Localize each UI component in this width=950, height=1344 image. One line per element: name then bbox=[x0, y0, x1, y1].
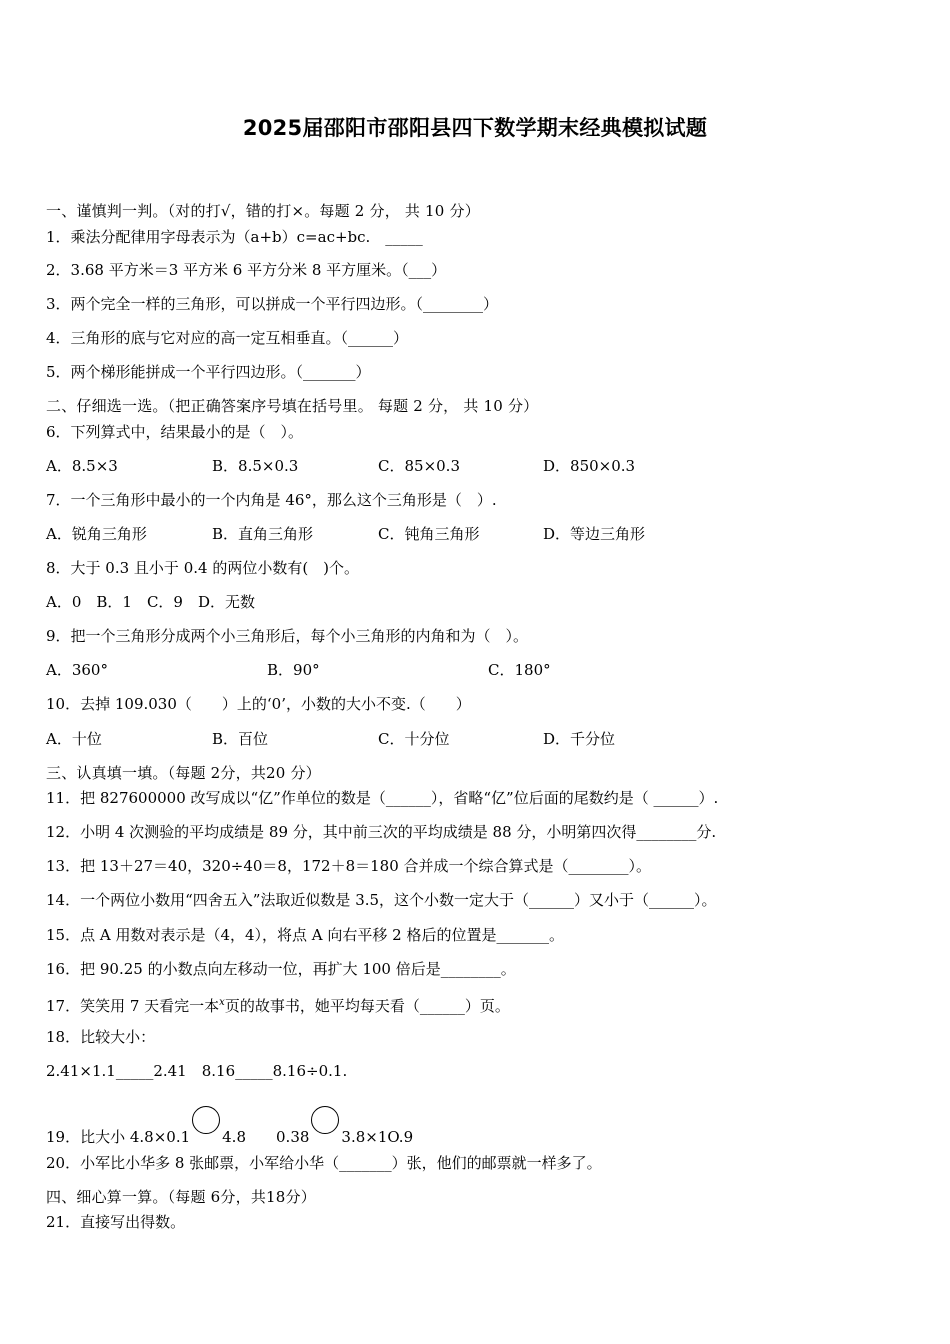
question-9-option-b: B．90° bbox=[267, 661, 320, 679]
question-19 bbox=[46, 1106, 413, 1147]
section-2-heading: 二、仔细选一选。（把正确答案序号填在括号里。 每题 2 分， 共 10 分） bbox=[46, 397, 539, 415]
question-9: 9．把一个三角形分成两个小三角形后，每个小三角形的内角和为（ ）。 bbox=[46, 627, 529, 645]
question-4: 4．三角形的底与它对应的高一定互相垂直。（______） bbox=[46, 329, 409, 347]
question-8: 8．大于 0.3 且小于 0.4 的两位小数有( )个。 bbox=[46, 559, 360, 577]
question-10: 10．去掉 109.030（ ）上的‘0’，小数的大小不变.（ ） bbox=[46, 695, 471, 713]
question-10-option-a: A．十位 bbox=[46, 730, 102, 748]
question-7-option-d: D．等边三角形 bbox=[543, 525, 646, 543]
question-9-option-a: A．360° bbox=[46, 661, 108, 679]
question-10-option-b: B．百位 bbox=[212, 730, 269, 748]
question-7: 7．一个三角形中最小的一个内角是 46°，那么这个三角形是（ ）. bbox=[46, 491, 497, 509]
question-5: 5．两个梯形能拼成一个平行四边形。（_______） bbox=[46, 363, 371, 381]
question-17-text-end: 页的故事书，她平均每天看（______）页。 bbox=[224, 997, 510, 1015]
question-20: 20．小军比小华多 8 张邮票，小军给小华（_______）张，他们的邮票就一样多了。 bbox=[46, 1154, 602, 1172]
question-10-option-d: D．千分位 bbox=[543, 730, 616, 748]
section-1-heading: 一、谨慎判一判。（对的打√，错的打×。每题 2 分， 共 10 分） bbox=[46, 202, 480, 220]
question-3: 3．两个完全一样的三角形，可以拼成一个平行四边形。（________） bbox=[46, 295, 499, 313]
question-11: 11．把 827600000 改写成以“亿”作单位的数是（______），省略“亿”位后面的尾数约是（ ______）. bbox=[46, 789, 719, 807]
question-19-right-2: 3.8×1O.9 bbox=[341, 1128, 414, 1146]
question-9-option-c: C．180° bbox=[488, 661, 551, 679]
question-16: 16．把 90.25 的小数点向左移动一位，再扩大 100 倍后是________。 bbox=[46, 960, 516, 978]
question-7-option-c: C．钝角三角形 bbox=[378, 525, 480, 543]
question-7-option-a: A．锐角三角形 bbox=[46, 525, 147, 543]
question-14: 14．一个两位小数用“四舍五入”法取近似数是 3.5，这个小数一定大于（______）又小于（______）。 bbox=[46, 891, 717, 909]
question-21: 21．直接写出得数。 bbox=[46, 1213, 186, 1231]
question-17 bbox=[46, 993, 510, 1016]
section-3-heading: 三、认真填一填。（每题 2分，共20 分） bbox=[46, 764, 321, 782]
section-4-heading: 四、细心算一算。（每题 6分，共18分） bbox=[46, 1188, 316, 1206]
compare-circle-2[interactable] bbox=[311, 1106, 339, 1134]
question-1: 1．乘法分配律用字母表示为（a+b）c=ac+bc. _____ bbox=[46, 228, 423, 246]
compare-circle-1[interactable] bbox=[192, 1106, 220, 1134]
question-6-option-c: C．85×0.3 bbox=[378, 457, 460, 475]
question-18-comparisons: 2.41×1.1_____2.41 8.16_____8.16÷0.1. bbox=[46, 1062, 348, 1080]
question-19-right-1: 4.8 bbox=[222, 1128, 246, 1146]
question-17-text-start: 17．笑笑用 7 天看完一本 bbox=[46, 997, 220, 1015]
question-2: 2．3.68 平方米＝3 平方米 6 平方分米 8 平方厘米。（___） bbox=[46, 261, 447, 279]
question-8-options: A．0 B．1 C．9 D．无数 bbox=[46, 593, 255, 611]
question-10-option-c: C．十分位 bbox=[378, 730, 450, 748]
question-6: 6．下列算式中，结果最小的是（ ）。 bbox=[46, 423, 304, 441]
question-13: 13．把 13＋27＝40，320÷40＝8，172＋8＝180 合并成一个综合算式是（________）。 bbox=[46, 857, 652, 875]
question-6-option-d: D．850×0.3 bbox=[543, 457, 636, 475]
variable-x: x bbox=[219, 997, 225, 1008]
question-6-option-a: A．8.5×3 bbox=[46, 457, 118, 475]
question-19-left: 19．比大小 4.8×0.1 bbox=[46, 1128, 191, 1146]
question-19-left-2: 0.38 bbox=[276, 1128, 310, 1146]
question-18: 18．比较大小： bbox=[46, 1028, 156, 1046]
question-15: 15．点 A 用数对表示是（4，4），将点 A 向右平移 2 格后的位置是_______。 bbox=[46, 926, 564, 944]
question-12: 12．小明 4 次测验的平均成绩是 89 分，其中前三次的平均成绩是 88 分，小明第四次得________分. bbox=[46, 823, 717, 841]
page-title: 2025届邵阳市邵阳县四下数学期末经典模拟试题 bbox=[242, 116, 708, 140]
question-7-option-b: B．直角三角形 bbox=[212, 525, 314, 543]
question-6-option-b: B．8.5×0.3 bbox=[212, 457, 299, 475]
